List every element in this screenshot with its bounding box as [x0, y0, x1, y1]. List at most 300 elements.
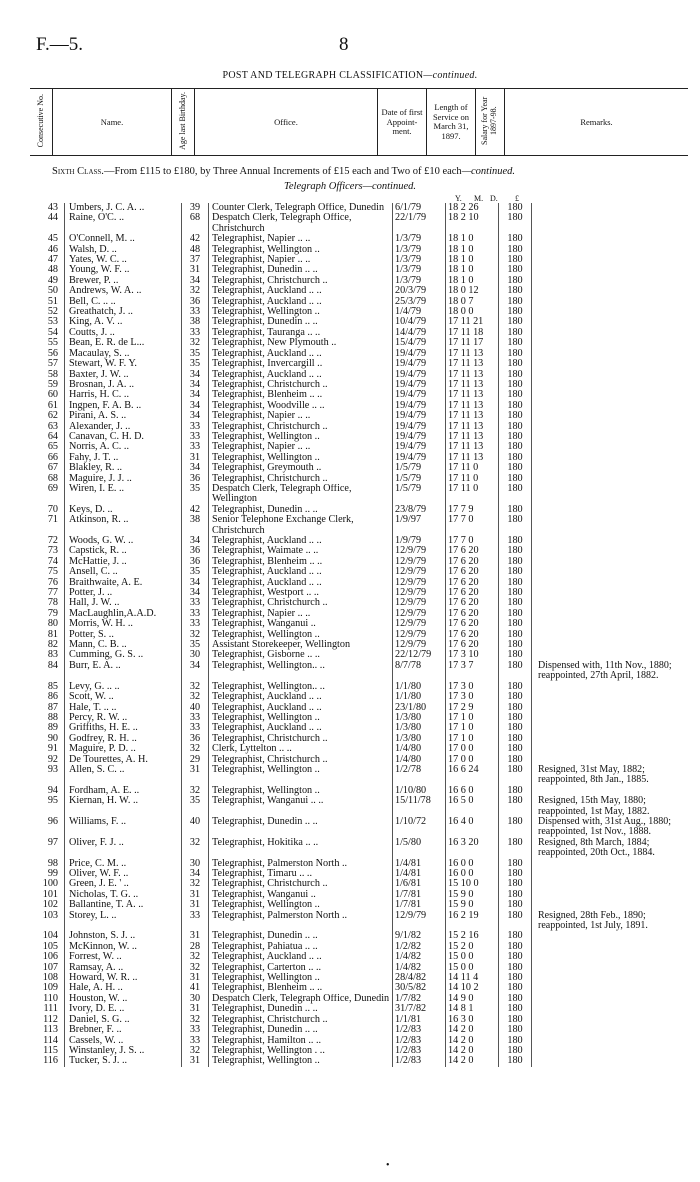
- row-age: 37: [182, 255, 209, 265]
- row-name: Howard, W. R. ..: [65, 973, 182, 983]
- row-date: 19/4/79: [393, 359, 446, 369]
- row-salary: 180: [499, 328, 532, 338]
- row-name: Morris, W. H. ..: [65, 619, 182, 629]
- row-number: 106: [42, 952, 58, 963]
- row-length: 18 1 0: [446, 245, 499, 255]
- row-number: 60: [47, 390, 58, 401]
- table-row: [28, 1025, 690, 1035]
- row-name: Coutts, J. ..: [65, 328, 182, 338]
- row-length: 14 8 1: [446, 1004, 499, 1014]
- row-name: Raine, O'C. ..: [65, 213, 182, 234]
- row-number: 110: [43, 993, 58, 1004]
- row-remarks: [532, 578, 691, 588]
- row-salary: 180: [499, 692, 532, 702]
- row-salary: 180: [499, 245, 532, 255]
- row-salary: 180: [499, 203, 532, 213]
- row-date: 19/4/79: [393, 422, 446, 432]
- row-date: 15/11/78: [393, 796, 446, 817]
- row-office: Telegraphist, Blenheim .. ..: [209, 557, 393, 567]
- row-number: 47: [47, 255, 58, 266]
- row-age: 40: [182, 817, 209, 838]
- row-salary: 180: [499, 484, 532, 505]
- row-name: Fordham, A. E. ..: [65, 786, 182, 796]
- row-salary: 180: [499, 619, 532, 629]
- row-name: Keys, D. ..: [65, 505, 182, 515]
- row-number: 68: [47, 473, 58, 484]
- row-salary: 180: [499, 755, 532, 765]
- row-salary: 180: [499, 703, 532, 713]
- table-row: [28, 546, 690, 556]
- row-remarks: [532, 380, 691, 390]
- row-length: 17 0 0: [446, 744, 499, 754]
- row-salary: 180: [499, 952, 532, 962]
- table-row: [28, 213, 690, 234]
- table-row: [28, 755, 690, 765]
- row-name: Baxter, J. W. ..: [65, 370, 182, 380]
- row-salary: 180: [499, 796, 532, 817]
- row-remarks: [532, 557, 691, 567]
- table-row: [28, 463, 690, 473]
- row-length: 15 2 16: [446, 931, 499, 941]
- row-office: Telegraphist, Christchurch ..: [209, 1015, 393, 1025]
- row-age: 35: [182, 349, 209, 359]
- row-number: 98: [47, 858, 58, 869]
- row-remarks: [532, 442, 691, 452]
- row-length: 17 11 13: [446, 390, 499, 400]
- row-salary: 180: [499, 432, 532, 442]
- table-row: [28, 1036, 690, 1046]
- row-length: 15 9 0: [446, 900, 499, 910]
- row-age: 42: [182, 505, 209, 515]
- row-remarks: [532, 609, 691, 619]
- row-age: 32: [182, 630, 209, 640]
- row-remarks: [532, 859, 691, 869]
- row-age: 33: [182, 598, 209, 608]
- row-office: Telegraphist, Christchurch ..: [209, 276, 393, 286]
- table-row: [28, 1015, 690, 1025]
- table-row: [28, 349, 690, 359]
- table-row: [28, 1004, 690, 1014]
- row-date: 25/3/79: [393, 297, 446, 307]
- row-number: 104: [42, 931, 58, 942]
- row-salary: 180: [499, 442, 532, 452]
- row-salary: 180: [499, 411, 532, 421]
- row-length: 17 11 18: [446, 328, 499, 338]
- row-office: Telegraphist, Wellington ..: [209, 453, 393, 463]
- row-salary: 180: [499, 213, 532, 234]
- row-remarks: [532, 213, 691, 234]
- row-age: 33: [182, 619, 209, 629]
- table-row: [28, 734, 690, 744]
- row-date: 12/9/79: [393, 640, 446, 650]
- row-date: 12/9/79: [393, 598, 446, 608]
- row-date: 1/3/80: [393, 723, 446, 733]
- unit-pound: £: [515, 194, 519, 203]
- row-remarks: [532, 588, 691, 598]
- row-name: Andrews, W. A. ..: [65, 286, 182, 296]
- row-age: 30: [182, 859, 209, 869]
- row-salary: 180: [499, 1056, 532, 1066]
- row-salary: 180: [499, 911, 532, 932]
- row-length: 17 11 13: [446, 453, 499, 463]
- row-date: 10/4/79: [393, 317, 446, 327]
- table-row: [28, 536, 690, 546]
- row-name: Greathatch, J. ..: [65, 307, 182, 317]
- row-salary: 180: [499, 650, 532, 660]
- row-salary: 180: [499, 515, 532, 536]
- row-office: Telegraphist, Auckland .. ..: [209, 723, 393, 733]
- row-remarks: [532, 994, 691, 1004]
- row-number: 61: [47, 400, 58, 411]
- row-remarks: [532, 713, 691, 723]
- row-office: Telegraphist, Wellington ..: [209, 973, 393, 983]
- row-age: 36: [182, 474, 209, 484]
- sub-heading: Telegraph Officers—continued.: [283, 181, 417, 192]
- page-number: 8: [339, 34, 349, 55]
- row-remarks: Dispensed with, 11th Nov., 1880; reappointed, 27th April, 1882.: [538, 660, 672, 682]
- row-office: Telegraphist, Dunedin .. ..: [209, 817, 393, 838]
- row-office: Telegraphist, Woodville .. ..: [209, 401, 393, 411]
- row-office: Telegraphist, Auckland .. ..: [209, 536, 393, 546]
- table-row: [28, 713, 690, 723]
- row-remarks: [532, 1046, 691, 1056]
- row-number: 51: [47, 296, 58, 307]
- row-office: Telegraphist, Waimate .. ..: [209, 546, 393, 556]
- row-office: Telegraphist, Wellington.. ..: [209, 682, 393, 692]
- row-remarks: [532, 598, 691, 608]
- row-office: Telegraphist, Wellington . ..: [209, 1046, 393, 1056]
- table-row: [28, 859, 690, 869]
- row-age: 34: [182, 276, 209, 286]
- table-row: [28, 567, 690, 577]
- row-date: 1/5/79: [393, 484, 446, 505]
- row-remarks: [532, 401, 691, 411]
- row-name: Bean, E. R. de L...: [65, 338, 182, 348]
- row-office: Telegraphist, Dunedin .. ..: [209, 1004, 393, 1014]
- row-length: 17 11 0: [446, 474, 499, 484]
- row-length: 14 9 0: [446, 994, 499, 1004]
- row-remarks: Resigned, 15th May, 1880; reappointed, 1st May, 1882.: [538, 796, 650, 817]
- row-remarks: [532, 307, 691, 317]
- row-salary: 180: [499, 276, 532, 286]
- row-date: 1/4/81: [393, 859, 446, 869]
- row-remarks: [532, 869, 691, 879]
- row-number: 84: [47, 660, 58, 671]
- row-length: 17 3 10: [446, 650, 499, 660]
- row-age: 34: [182, 536, 209, 546]
- row-remarks: [532, 640, 691, 650]
- row-age: 31: [182, 265, 209, 275]
- row-length: 16 6 0: [446, 786, 499, 796]
- row-salary: 180: [499, 567, 532, 577]
- row-age: 31: [182, 973, 209, 983]
- row-salary: 180: [499, 286, 532, 296]
- row-age: 32: [182, 1015, 209, 1025]
- row-age: 34: [182, 390, 209, 400]
- row-remarks: [532, 317, 691, 327]
- row-number: 66: [47, 452, 58, 463]
- row-length: 17 7 0: [446, 515, 499, 536]
- row-office: Despatch Clerk, Telegraph Office, Christchurch: [209, 213, 393, 234]
- table-row: [28, 609, 690, 619]
- row-remarks: [532, 1056, 691, 1066]
- row-number: 89: [47, 723, 58, 734]
- row-age: 34: [182, 869, 209, 879]
- row-remarks: [532, 349, 691, 359]
- row-name: Brosnan, J. A. ..: [65, 380, 182, 390]
- row-name: Ballantine, T. A. ..: [65, 900, 182, 910]
- row-name: Pirani, A. S. ..: [65, 411, 182, 421]
- row-age: 38: [182, 317, 209, 327]
- row-date: 1/7/81: [393, 890, 446, 900]
- row-length: 15 9 0: [446, 890, 499, 900]
- row-age: 36: [182, 734, 209, 744]
- row-age: 33: [182, 307, 209, 317]
- table-row: [28, 994, 690, 1004]
- row-length: 17 6 20: [446, 578, 499, 588]
- row-length: 14 10 2: [446, 983, 499, 993]
- row-remarks: Resigned, 31st May, 1882; reappointed, 8th Jan., 1885.: [538, 764, 649, 786]
- row-office: Telegraphist, Wellington ..: [209, 786, 393, 796]
- row-number: 69: [47, 483, 58, 494]
- row-date: 28/4/82: [393, 973, 446, 983]
- row-length: 17 11 13: [446, 442, 499, 452]
- row-age: 32: [182, 692, 209, 702]
- row-age: 32: [182, 1046, 209, 1056]
- row-remarks: [532, 630, 691, 640]
- row-name: Scott, W. ..: [65, 692, 182, 702]
- row-length: 17 1 0: [446, 713, 499, 723]
- row-age: 35: [182, 484, 209, 505]
- row-age: 32: [182, 682, 209, 692]
- row-length: 15 0 0: [446, 963, 499, 973]
- table-row: [28, 900, 690, 910]
- row-remarks: [532, 931, 691, 941]
- row-number: 96: [47, 816, 58, 827]
- row-age: 41: [182, 983, 209, 993]
- row-number: 70: [47, 504, 58, 515]
- row-number: 65: [47, 442, 58, 453]
- row-length: 17 11 13: [446, 411, 499, 421]
- row-name: Wiren, I. E. ..: [65, 484, 182, 505]
- row-age: 31: [182, 453, 209, 463]
- row-length: 14 11 4: [446, 973, 499, 983]
- col-remarks: Remarks.: [505, 89, 689, 156]
- row-salary: 180: [499, 317, 532, 327]
- row-length: 17 6 20: [446, 598, 499, 608]
- row-length: 17 1 0: [446, 723, 499, 733]
- row-age: 31: [182, 1004, 209, 1014]
- table-row: [28, 588, 690, 598]
- table-row: [28, 786, 690, 796]
- row-office: Telegraphist, Gisborne .. ..: [209, 650, 393, 660]
- row-name: Stewart, W. F. Y.: [65, 359, 182, 369]
- row-number: 78: [47, 598, 58, 609]
- row-length: 16 3 20: [446, 838, 499, 859]
- row-number: 93: [47, 764, 58, 775]
- row-age: 34: [182, 370, 209, 380]
- row-date: 22/1/79: [393, 213, 446, 234]
- row-salary: 180: [499, 359, 532, 369]
- row-name: Oliver, F. J. ..: [65, 838, 182, 859]
- row-age: 32: [182, 744, 209, 754]
- row-number: 56: [47, 348, 58, 359]
- row-length: 17 11 0: [446, 484, 499, 505]
- row-age: 29: [182, 755, 209, 765]
- row-office: Telegraphist, New Plymouth ..: [209, 338, 393, 348]
- row-name: Potter, J. ..: [65, 588, 182, 598]
- row-remarks: [532, 474, 691, 484]
- row-remarks: [532, 432, 691, 442]
- row-number: 48: [47, 265, 58, 276]
- row-office: Telegraphist, Westport .. ..: [209, 588, 393, 598]
- row-office: Telegraphist, Wellington ..: [209, 630, 393, 640]
- table-row: [28, 390, 690, 400]
- row-age: 31: [182, 890, 209, 900]
- row-date: 1/10/72: [393, 817, 446, 838]
- table-row: [28, 203, 690, 213]
- table-row: [28, 505, 690, 515]
- row-salary: 180: [499, 338, 532, 348]
- row-remarks: [532, 983, 691, 993]
- row-length: 17 11 0: [446, 463, 499, 473]
- row-salary: 180: [499, 744, 532, 754]
- row-name: Potter, S. ..: [65, 630, 182, 640]
- row-date: 19/4/79: [393, 432, 446, 442]
- row-name: Burr, E. A. ..: [65, 661, 182, 682]
- row-number: 103: [42, 910, 58, 921]
- table-row: [28, 255, 690, 265]
- row-remarks: [532, 297, 691, 307]
- row-date: 8/7/78: [393, 661, 446, 682]
- row-length: 17 6 20: [446, 640, 499, 650]
- row-age: 34: [182, 588, 209, 598]
- row-date: 12/9/79: [393, 630, 446, 640]
- row-salary: 180: [499, 255, 532, 265]
- row-length: 18 1 0: [446, 265, 499, 275]
- row-remarks: [532, 786, 691, 796]
- row-date: 9/1/82: [393, 931, 446, 941]
- row-number: 87: [47, 702, 58, 713]
- row-office: Telegraphist, Timaru .. ..: [209, 869, 393, 879]
- row-salary: 180: [499, 963, 532, 973]
- row-office: Telegraphist, Palmerston North ..: [209, 859, 393, 869]
- row-name: MacLaughlin,A.A.D.: [65, 609, 182, 619]
- row-length: 15 2 0: [446, 942, 499, 952]
- row-number: 115: [43, 1045, 58, 1056]
- row-name: Oliver, W. F. ..: [65, 869, 182, 879]
- row-office: Telegraphist, Dunedin .. ..: [209, 317, 393, 327]
- unit-months: M.: [474, 194, 484, 203]
- row-age: 68: [182, 213, 209, 234]
- row-age: 35: [182, 359, 209, 369]
- row-office: Telegraphist, Auckland .. ..: [209, 703, 393, 713]
- row-number: 114: [43, 1035, 58, 1046]
- row-age: 36: [182, 546, 209, 556]
- row-age: 33: [182, 1025, 209, 1035]
- row-length: 15 10 0: [446, 879, 499, 889]
- row-age: 48: [182, 245, 209, 255]
- row-office: Telegraphist, Auckland .. ..: [209, 578, 393, 588]
- row-date: 20/3/79: [393, 286, 446, 296]
- row-length: 16 3 0: [446, 1015, 499, 1025]
- row-office: Despatch Clerk, Telegraph Office, Wellington: [209, 484, 393, 505]
- row-date: 14/4/79: [393, 328, 446, 338]
- table-row: [28, 703, 690, 713]
- row-name: Price, C. M. ..: [65, 859, 182, 869]
- staff-table-body: [28, 203, 690, 1067]
- row-name: Macaulay, S. ..: [65, 349, 182, 359]
- row-office: Telegraphist, Greymouth ..: [209, 463, 393, 473]
- table-row: [28, 983, 690, 993]
- row-remarks: [532, 703, 691, 713]
- row-name: Godfrey, R. H. ..: [65, 734, 182, 744]
- row-office: Despatch Clerk, Telegraph Office, Dunedin: [209, 994, 393, 1004]
- row-salary: 180: [499, 546, 532, 556]
- row-salary: 180: [499, 900, 532, 910]
- col-age: Age last Birthday.: [177, 92, 187, 150]
- row-name: Yates, W. C. ..: [65, 255, 182, 265]
- row-remarks: [532, 286, 691, 296]
- row-name: Ivory, D. E. ..: [65, 1004, 182, 1014]
- row-office: Telegraphist, Wanganui .. ..: [209, 796, 393, 817]
- row-salary: 180: [499, 817, 532, 838]
- row-age: 32: [182, 838, 209, 859]
- row-number: 73: [47, 546, 58, 557]
- row-number: 63: [47, 421, 58, 432]
- row-length: 17 6 20: [446, 567, 499, 577]
- row-salary: 180: [499, 890, 532, 900]
- row-salary: 180: [499, 734, 532, 744]
- row-number: 57: [47, 359, 58, 370]
- row-date: 1/3/79: [393, 245, 446, 255]
- table-row: [28, 422, 690, 432]
- row-remarks: [532, 900, 691, 910]
- row-office: Telegraphist, Wellington ..: [209, 1056, 393, 1066]
- row-office: Telegraphist, Wellington ..: [209, 307, 393, 317]
- row-remarks: [532, 619, 691, 629]
- row-number: 82: [47, 640, 58, 651]
- row-remarks: [532, 411, 691, 421]
- row-office: Telegraphist, Napier .. ..: [209, 609, 393, 619]
- table-row: [28, 474, 690, 484]
- unit-days: D.: [490, 194, 498, 203]
- column-header: [30, 88, 688, 156]
- row-age: 31: [182, 900, 209, 910]
- row-name: Ingpen, F. A. B. ..: [65, 401, 182, 411]
- row-number: 44: [47, 213, 58, 224]
- row-age: 28: [182, 942, 209, 952]
- row-remarks: [532, 692, 691, 702]
- row-office: Telegraphist, Christchurch ..: [209, 422, 393, 432]
- row-length: 17 6 20: [446, 619, 499, 629]
- row-name: Ramsay, A. ..: [65, 963, 182, 973]
- row-age: 33: [182, 1036, 209, 1046]
- row-remarks: [532, 265, 691, 275]
- row-salary: 180: [499, 1046, 532, 1056]
- row-salary: 180: [499, 1036, 532, 1046]
- staff-table: [28, 203, 690, 1067]
- row-remarks: Resigned, 8th March, 1884; reappointed, 20th Oct., 1884.: [538, 837, 655, 859]
- row-remarks: [532, 963, 691, 973]
- row-date: 1/4/79: [393, 307, 446, 317]
- row-date: 1/2/83: [393, 1025, 446, 1035]
- table-row: [28, 245, 690, 255]
- row-office: Telegraphist, Napier .. ..: [209, 234, 393, 244]
- row-date: 19/4/79: [393, 349, 446, 359]
- row-name: McHattie, J. ..: [65, 557, 182, 567]
- row-office: Telegraphist, Christchurch ..: [209, 474, 393, 484]
